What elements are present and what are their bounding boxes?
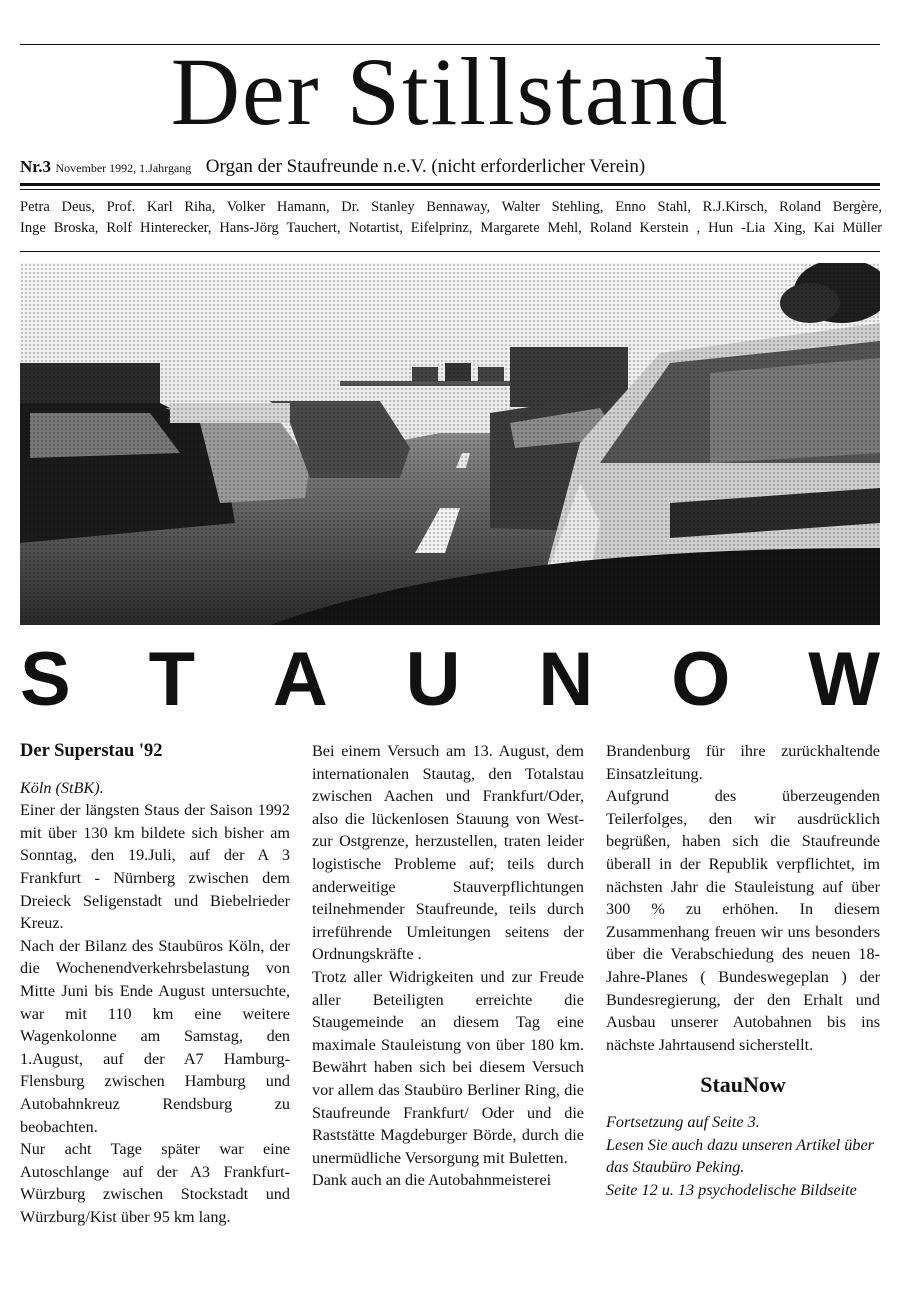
contributors-line: Petra Deus, Prof. Karl Riha, Volker Hamann, Dr. Stanley Bennaway, Walter Stehling, Enno Stahl, R.J.Kirsch, Roland Bergère, (20, 199, 882, 215)
staunow-headline (20, 637, 880, 722)
article-dateline: Köln (StBK). (20, 778, 104, 797)
article-paragraph: Brandenburg für ihre zurückhaltende Einsatzleitung. (606, 742, 880, 783)
headline-letter: O (671, 637, 731, 722)
article-paragraph: Trotz aller Widrigkeiten und zur Freude aller Beteiligten erreichte die Staugemeinde an diesem Tag eine maximale Stauleistung von über 180 km. Bewährt haben sich bei diesem Versuch vor allem das Staubüro Berliner Ring, die Staufreunde Frankfurt/ Oder und die Raststätte Magdeburger Börde, durch die unermüdliche Versorgung mit Buletten. (312, 967, 584, 1167)
article-column-3 (606, 740, 880, 1201)
article-column-1 (20, 740, 290, 1228)
article-column-2 (312, 740, 584, 1192)
article-title: Der Superstau '92 (20, 741, 163, 761)
contributors-list (20, 197, 882, 239)
headline-letter: W (808, 637, 880, 722)
continuation-note: Fortsetzung auf Seite 3. (606, 1112, 760, 1131)
article-signature: StauNow (700, 1072, 786, 1098)
organ-subtitle: Organ der Staufreunde n.e.V. (nicht erforderlicher Verein) (205, 156, 646, 177)
article-paragraph: Aufgrund des überzeugenden Teilerfolges, den wir ausdrücklich begrüßen, haben sich die Staufreunde überall in der Republik verpflichtet, im nächsten Jahr die Stauleistung auf über 300 % zu erhöhen. In diesem Zusammenhang freuen wir uns besonders über die Verabschiedung des neuen 18-Jahre-Planes ( Bundeswegeplan ) der Bundesregierung, der den Erhalt und Ausbau unserer Autobahnen bis ins nächste Jahrtausend sicherstellt. (606, 787, 880, 1054)
contributors-line: Inge Broska, Rolf Hinterecker, Hans-Jörg Tauchert, Notartist, Eifelprinz, Margarete Mehl, Roland Kerstein , Hun -Lia Xing, Kai Müller (20, 220, 882, 236)
headline-letter: U (405, 637, 461, 722)
contributors-rule (20, 251, 880, 252)
article-paragraph: Nach der Bilanz des Staubüros Köln, der die Wochenendverkehrsbelastung von Mitte Juni bis Ende August untersuchte, war mit 110 km eine weitere Wagenkolonne am Samstag, den 1.August, auf der A7 Hamburg-Flensburg zwischen Hamburg und Autobahnkreuz Rendsburg zu beobachten. (20, 936, 290, 1136)
masthead-double-rule-top (20, 183, 880, 186)
headline-letter: T (148, 637, 196, 722)
masthead-double-rule-bottom (20, 189, 880, 190)
article-paragraph: Bei einem Versuch am 13. August, dem internationalen Stautag, den Totalstau zwischen Aachen und Frankfurt/Oder, also die lückenlosen Stauung von West- zur Ostgrenze, herzustellen, traten leider logistische Probleme auf; teils durch anderweitige Stauverpflichtungen teilnehmender Staufreunde, teils durch irreführende Umleitungen seitens der Ordnungskräfte . (312, 742, 584, 964)
headline-letter: A (272, 637, 328, 722)
article-paragraph: Nur acht Tage später war eine Autoschlange auf der A3 Frankfurt-Würzburg zwischen Stockstadt und Würzburg/Kist über 95 km lang. (20, 1140, 290, 1226)
headline-letter: N (538, 637, 594, 722)
issue-date: November 1992, 1.Jahrgang (55, 161, 192, 175)
article-paragraph: Einer der längsten Staus der Saison 1992 mit über 130 km bildete sich bisher am Sonntag, den 19.Juli, auf der A 3 Frankfurt - Nürnberg zwischen dem Dreieck Seligenstadt und Biebelrieder Kreuz. (20, 801, 290, 933)
traffic-jam-photo (20, 263, 880, 625)
related-article-note: Lesen Sie auch dazu unseren Artikel über das Staubüro Peking. (606, 1135, 874, 1177)
picture-page-note: Seite 12 u. 13 psychodelische Bildseite (606, 1180, 857, 1199)
headline-letter: S (20, 637, 71, 722)
issue-number: Nr.3 (20, 157, 52, 176)
article-paragraph: Dank auch an die Autobahnmeisterei (312, 1171, 552, 1190)
issue-line (20, 156, 645, 178)
masthead-title: Der Stillstand (170, 38, 730, 145)
